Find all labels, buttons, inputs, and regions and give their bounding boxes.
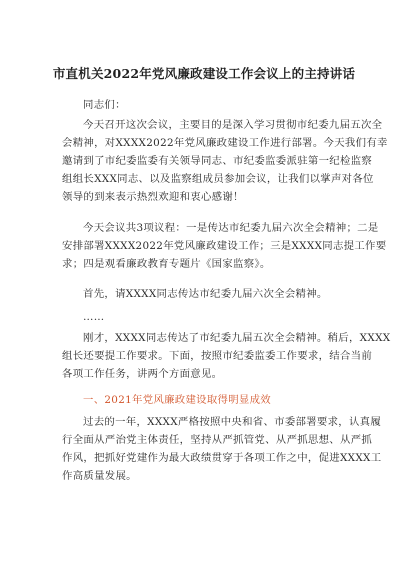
paragraph-transition: [62, 329, 391, 383]
paragraph-opening: [62, 116, 388, 206]
salutation-text: 同志们：: [83, 99, 126, 111]
paragraph-line: 安排部署XXXX2022年党风廉政建设工作；三是XXXX同志提工作要: [62, 240, 387, 252]
ellipsis-text: ……: [83, 311, 105, 323]
section-heading: [62, 391, 352, 409]
paragraph-line: 邀请到了市纪委监委有关领导同志、市纪委监委派驻第一纪检监察: [62, 155, 373, 167]
paragraph-line: 求；四是观看廉政教育专题片《国家监察》。: [62, 258, 271, 270]
paragraph-line: 行全面从严治党主体责任，坚持从严抓管党、从严抓思想、从严抓: [62, 434, 373, 446]
salutation: [62, 96, 352, 114]
paragraph-line: 会精神，对XXXX2022年党风廉政建设工作进行部署。今天我们有幸: [62, 137, 388, 149]
paragraph-line: 组组长XXX同志、以及监察组成员参加会议，让我们以掌声对各位: [62, 173, 374, 185]
document-title: 市直机关2022年党风廉政建设工作会议上的主持讲话: [52, 66, 356, 81]
paragraph-line: 组长还要提工作要求。下面，按照市纪委监委工作要求，结合当前: [62, 350, 373, 362]
paragraph-agenda: [62, 219, 387, 273]
paragraph-line: 刚才，XXXX同志传达了市纪委九届五次全会精神。稍后，XXXX: [83, 332, 391, 344]
paragraph-review: [62, 413, 382, 485]
paragraph-line: 作风，把抓好党建作为最大政绩贯穿于各项工作之中，促进XXXX工: [62, 452, 382, 464]
paragraph-line: 首先，请XXXX同志传达市纪委九届六次全会精神。: [83, 288, 328, 300]
paragraph-line: 今天会议共3项议程：一是传达市纪委九届六次全会精神；二是: [83, 222, 379, 234]
paragraph-first-item: [62, 285, 352, 303]
paragraph-line: 作高质量发展。: [62, 470, 137, 482]
paragraph-line: 各项工作任务，讲两个方面意见。: [62, 368, 223, 380]
section-heading-text: 一、2021年党风廉政建设取得明显成效: [83, 394, 272, 406]
paragraph-line: 今天召开这次会议，主要目的是深入学习贯彻市纪委九届五次全: [83, 119, 383, 131]
ellipsis: [62, 308, 352, 326]
paragraph-line: 过去的一年，XXXX严格按照中央和省、市委部署要求，认真履: [83, 416, 382, 428]
paragraph-line: 领导的到来表示热烈欢迎和衷心感谢！: [62, 191, 244, 203]
